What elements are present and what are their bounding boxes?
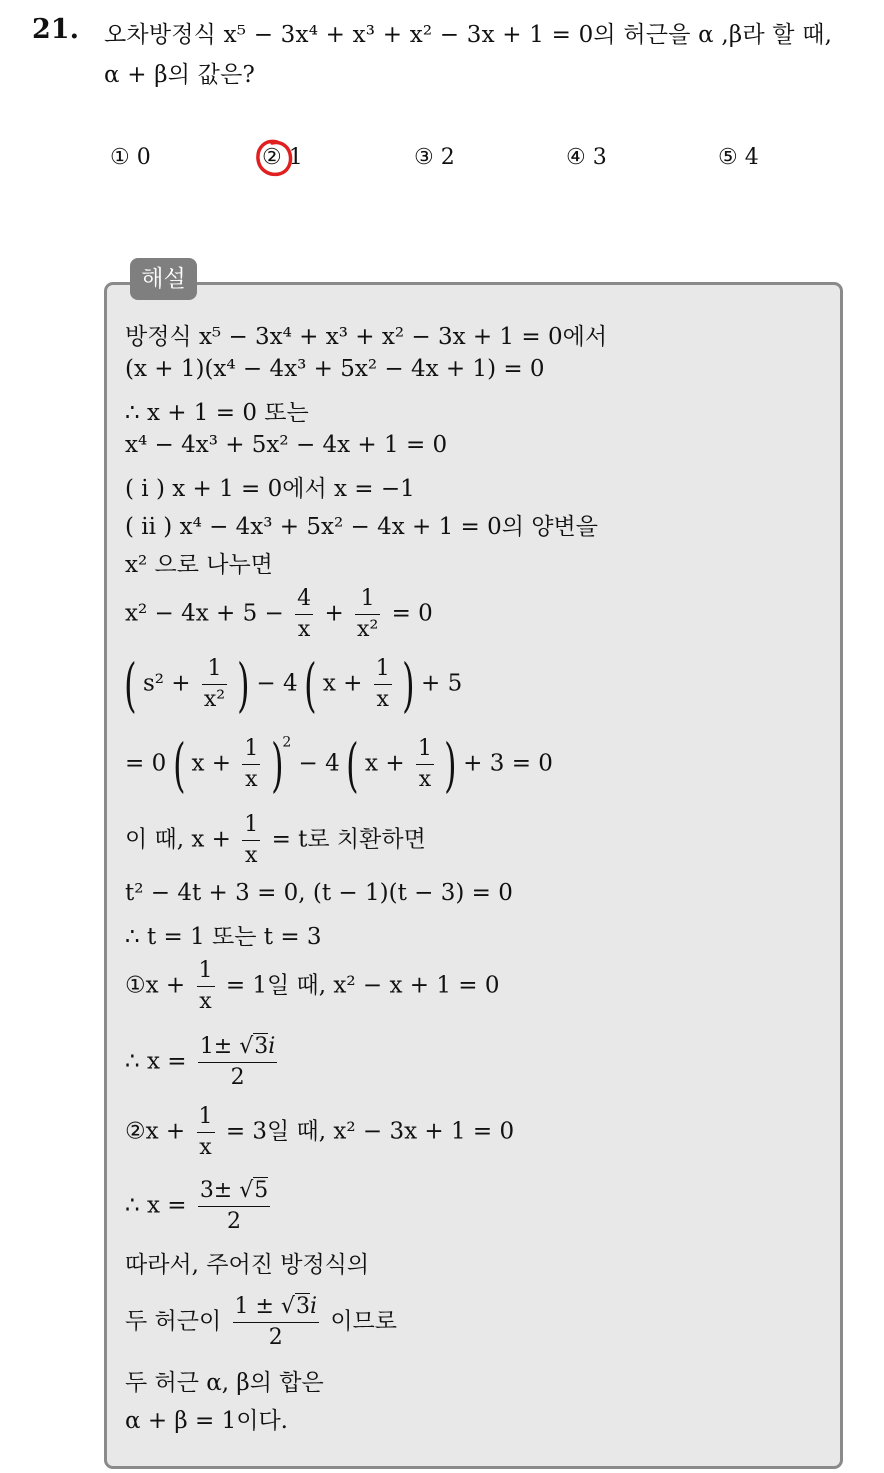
text: s² + xyxy=(142,670,191,697)
fraction xyxy=(198,1176,270,1237)
numerator: 1 xyxy=(416,734,434,765)
text: = 1일 때, x² − x + 1 = 0 xyxy=(225,972,500,999)
right-paren: ) xyxy=(270,730,284,799)
numerator: 1 xyxy=(374,654,392,685)
sol-line-17 xyxy=(125,1176,274,1237)
left-paren: ( xyxy=(346,730,359,799)
text: x + xyxy=(322,670,363,697)
text: x + xyxy=(191,750,232,777)
denominator: x xyxy=(376,687,389,712)
fraction xyxy=(242,810,260,871)
sol-line-13: ∴ t = 1 또는 t = 3 xyxy=(125,924,322,950)
sol-line-6: ( ii ) x⁴ − 4x³ + 5x² − 4x + 1 = 0의 양변을 xyxy=(125,514,598,540)
question-number: 21. xyxy=(32,14,79,45)
text: x + xyxy=(365,750,405,777)
text: ∴ x = xyxy=(125,1048,187,1075)
choice-2[interactable]: ② 1 xyxy=(262,145,303,170)
text: − 4 xyxy=(298,750,340,777)
denominator: 2 xyxy=(230,1065,245,1090)
sol-line-3: ∴ x + 1 = 0 또는 xyxy=(125,400,309,426)
sol-line-4: x⁴ − 4x³ + 5x² − 4x + 1 = 0 xyxy=(125,432,448,458)
text: i xyxy=(268,1034,276,1059)
right-paren: ) xyxy=(444,730,457,799)
sol-line-11 xyxy=(125,810,426,871)
denominator: x xyxy=(245,767,258,792)
sol-line-2: (x + 1)(x⁴ − 4x³ + 5x² − 4x + 1) = 0 xyxy=(125,356,545,382)
text: 3± xyxy=(199,1178,233,1203)
numerator: 1 xyxy=(355,584,380,615)
right-paren: ) xyxy=(402,650,415,719)
denominator: x xyxy=(199,1135,212,1160)
sol-line-1: 방정식 x⁵ − 3x⁴ + x³ + x² − 3x + 1 = 0에서 xyxy=(125,324,608,350)
fraction xyxy=(233,1292,320,1353)
sol-line-16 xyxy=(125,1102,514,1163)
denominator: x xyxy=(245,843,258,868)
text: 1± xyxy=(199,1034,233,1059)
text: ②x + xyxy=(125,1118,186,1145)
fraction xyxy=(202,654,227,715)
denominator: 2 xyxy=(227,1209,242,1234)
text: − 4 xyxy=(256,670,298,697)
text: 두 허근이 xyxy=(125,1308,222,1335)
denominator: x² xyxy=(203,687,226,712)
sol-line-8 xyxy=(125,584,433,645)
radicand: 3 xyxy=(295,1294,310,1319)
numerator: 4 xyxy=(295,584,313,615)
text: = 3일 때, x² − 3x + 1 = 0 xyxy=(225,1118,515,1145)
left-paren: ( xyxy=(172,730,186,799)
radicand: 5 xyxy=(254,1178,269,1203)
denominator: x² xyxy=(357,617,379,642)
numerator: 1± √3i xyxy=(198,1032,278,1063)
right-paren: ) xyxy=(237,650,250,719)
numerator: 1 xyxy=(197,956,215,987)
denominator: x xyxy=(297,617,311,642)
text: ∴ x = xyxy=(125,1192,187,1219)
fraction xyxy=(242,734,260,795)
numerator: 3± √5 xyxy=(198,1176,270,1207)
denominator: x xyxy=(418,767,432,792)
solution-tag: 해설 xyxy=(130,258,197,300)
sol-line-19 xyxy=(125,1292,397,1353)
sol-line-15 xyxy=(125,1032,281,1093)
text: 이 때, x + xyxy=(125,826,231,853)
fraction xyxy=(197,956,215,1017)
fraction xyxy=(416,734,434,795)
choice-1[interactable]: ① 0 xyxy=(110,145,151,170)
numerator: 1 xyxy=(197,1102,215,1133)
sol-line-14 xyxy=(125,956,500,1017)
choice-4[interactable]: ④ 3 xyxy=(566,145,607,170)
numerator: 1 xyxy=(242,734,260,765)
denominator: 2 xyxy=(268,1325,283,1350)
fraction xyxy=(197,1102,215,1163)
sol-line-10 xyxy=(125,730,553,799)
sol-line-5: ( i ) x + 1 = 0에서 x = −1 xyxy=(125,476,415,502)
text: x² − 4x + 5 − xyxy=(125,600,284,627)
text: = t로 치환하면 xyxy=(271,826,426,853)
sol-line-21: α + β = 1이다. xyxy=(125,1408,288,1434)
question-text-line2: α + β의 값은? xyxy=(104,62,256,88)
sol-line-7: x² 으로 나누면 xyxy=(125,552,273,578)
text: + 5 xyxy=(421,670,463,697)
numerator: 1 ± √3i xyxy=(233,1292,320,1323)
answer-choices xyxy=(0,145,884,177)
sol-line-20: 두 허근 α, β의 합은 xyxy=(125,1370,324,1396)
choice-5[interactable]: ⑤ 4 xyxy=(718,145,759,170)
numerator: 1 xyxy=(202,654,227,685)
fraction xyxy=(198,1032,278,1093)
text: 1 ± xyxy=(234,1294,274,1319)
text: = 0 xyxy=(125,750,167,777)
radicand: 3 xyxy=(254,1034,269,1059)
fraction xyxy=(355,584,380,645)
answer-circle-mark-icon xyxy=(255,138,293,178)
left-paren: ( xyxy=(124,650,137,719)
sol-line-18: 따라서, 주어진 방정식의 xyxy=(125,1252,370,1278)
denominator: x xyxy=(199,989,212,1014)
sol-line-9 xyxy=(124,650,463,719)
text: + 3 = 0 xyxy=(463,750,553,777)
numerator: 1 xyxy=(242,810,260,841)
fraction xyxy=(295,584,313,645)
sol-line-12: t² − 4t + 3 = 0, (t − 1)(t − 3) = 0 xyxy=(125,880,513,906)
solution-box xyxy=(104,282,843,1469)
fraction xyxy=(374,654,392,715)
text: = 0 xyxy=(391,600,433,627)
text: 이므로 xyxy=(330,1308,397,1335)
choice-3[interactable]: ③ 2 xyxy=(414,145,455,170)
left-paren: ( xyxy=(304,650,317,719)
question-text-line1: 오차방정식 x⁵ − 3x⁴ + x³ + x² − 3x + 1 = 0의 허근을 α ,β라 할 때, xyxy=(104,22,833,48)
exponent: 2 xyxy=(282,734,292,751)
text: + xyxy=(324,600,344,627)
text: i xyxy=(309,1294,317,1319)
text: ①x + xyxy=(125,972,186,999)
